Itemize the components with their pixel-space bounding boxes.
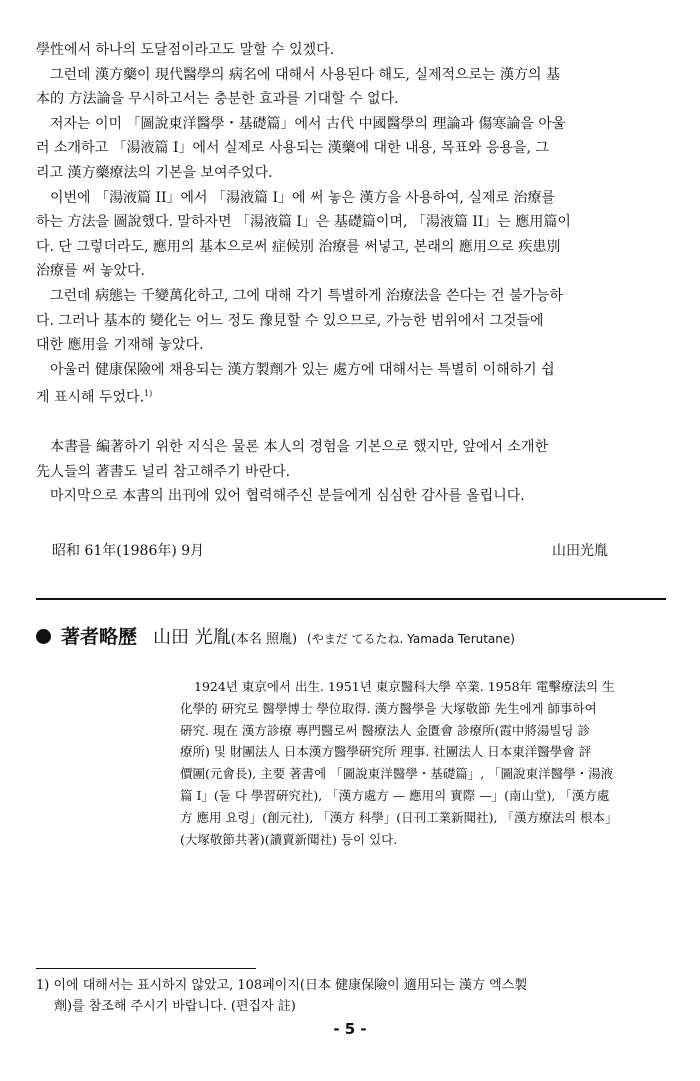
bio-line: 篇 I」(둘 다 學習硏究社), 「漢方處方 — 應用의 實際 —」(南山堂), 「漢方處 [180,787,610,803]
preface-line: 대한 應用을 기재해 놓았다. [36,337,204,354]
bio-line: 硏究. 現在 漢方診療 專門醫로써 醫療法人 金匱會 診療所(霞中將湯빌딩 診 [180,722,590,738]
bio-line: 價團(元會長), 主要 著書에 「圖說東洋醫學・基礎篇」, 「圖說東洋醫學・湯液 [180,766,614,782]
section-divider [36,598,666,600]
footnote [36,975,676,1017]
footnote-marker: 1) [144,389,153,399]
preface-line: 本書를 編著하기 위한 지식은 물론 本人의 경험을 기본으로 했지만, 앞에서 소개한 [50,439,549,456]
author-name: 山田 光胤 [153,627,231,648]
blank-line [36,411,666,436]
preface-dateline [52,540,612,560]
preface-line: 本的 方法論을 무시하고서는 충분한 효과를 기대할 수 없다. [36,91,399,108]
bio-line: 1924년 東京에서 出生. 1951년 東京醫科大學 卒業. 1958年 電擊療法의 生 [194,679,615,694]
bullet-icon [36,629,51,644]
preface-line-text: 게 표시해 두었다. [36,389,145,406]
preface-line: 그런데 漢方藥이 現代醫學의 病名에 대해서 사용된다 해도, 실제적으로는 漢方의 基 [50,66,561,83]
author-heading [36,622,676,649]
preface-line: 다. 그러나 基本的 變化는 어느 정도 豫見할 수 있으므로, 가능한 범위에서 그것들에 [36,312,544,329]
preface-line: 하는 方法을 圖說했다. 말하자면 「湯液篇 I」은 基礎篇이며, 「湯液篇 II」는 應用篇이 [36,214,571,231]
bio-line: 療所) 및 財團法人 日本漢方醫學硏究所 理事. 社團法人 日本東洋醫學會 評 [180,744,592,760]
preface-line: 다. 단 그렇더라도, 應用의 基本으로써 症候別 治療를 써넣고, 본래의 應用으로 疾患別 [36,238,561,255]
footnote-line: 劑)를 참조해 주시기 바랍니다. (편집자 註) [54,999,296,1014]
preface-line: 治療를 써 놓았다. [36,263,145,280]
preface-line [36,382,666,410]
preface-line: 러 소개하고 「湯液篇 I」에서 실제로 사용되는 漢藥에 대한 내용, 목표와 응용을, 그 [36,140,550,157]
preface-line: 리고 漢方藥療法의 기본을 보여주었다. [36,164,273,181]
preface-line: 아울러 健康保險에 채용되는 漢方製劑가 있는 處方에 대해서는 특별히 이해하기 쉽 [50,361,555,378]
footnote-divider [36,968,256,969]
author-name-reading: (やまだ てるたね. Yamada Terutane) [307,632,515,646]
footnote-line: 1) 이에 대해서는 표시하지 않았고, 108페이지(日本 健康保險이 適用되는 漢方 엑스製 [36,978,528,993]
preface-line: 마지막으로 本書의 出刊에 있어 협력해주신 분들에게 심심한 감사를 올립니다. [50,488,525,505]
preface-line: 先人들의 著書도 널리 참고해주기 바란다. [36,463,291,480]
preface-date: 昭和 61年(1986年) 9月 [52,543,205,559]
preface-line: 그런데 病態는 千變萬化하고, 그에 대해 각기 특별하게 治療法을 쓴다는 건 불가능하 [50,287,564,304]
page-number: - 5 - [333,1020,367,1038]
author-section-title: 著者略歷 [61,626,138,648]
author-original-name: (本名 照胤) [230,632,298,647]
bio-line: 化學的 硏究로 醫學博士 學位取得. 漢方醫學을 大塚敬節 先生에게 師事하여 [180,700,597,716]
preface-line: 이번에 「湯液篇 II」에서 「湯液篇 I」에 써 놓은 漢方을 사용하여, 실제로 治療를 [50,189,555,206]
author-biography [180,676,670,850]
bio-line: (大塚敬節共著)(讀賣新聞社) 등이 있다. [180,831,398,847]
preface-line: 저자는 이미 「圖說東洋醫學・基礎篇」에서 古代 中國醫學의 理論과 傷寒論을 아울 [50,115,566,132]
bio-line: 方 應用 요령」(創元社), 「漢方 科學」(日刊工業新聞社), 「漢方療法의 根本」 [180,809,618,825]
preface-signature: 山田光胤 [552,543,608,559]
preface-line: 學性에서 하나의 도달점이라고도 말할 수 있겠다. [36,42,335,58]
preface-text [36,38,666,509]
